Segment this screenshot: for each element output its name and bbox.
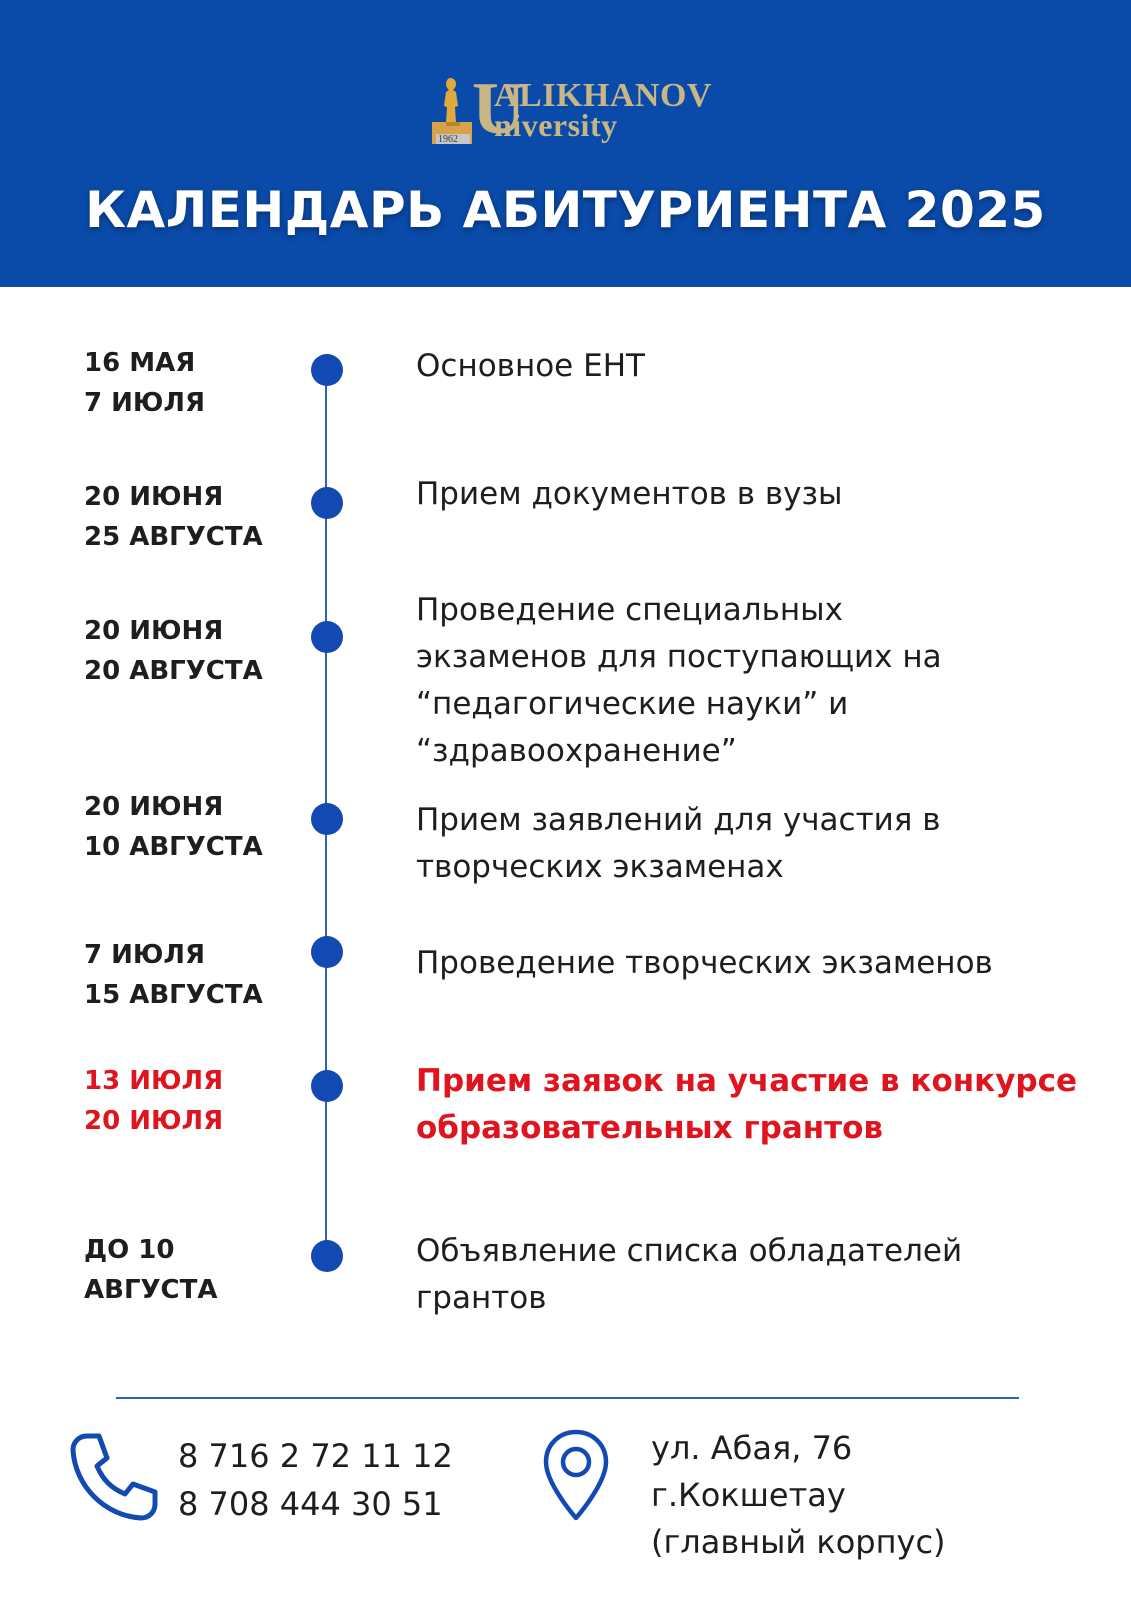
- header-banner: [0, 0, 1131, 287]
- date-end: 7 ИЮЛЯ: [84, 388, 206, 418]
- timeline-dot: [311, 936, 343, 968]
- university-logo: [432, 68, 722, 152]
- address-building: (главный корпус): [651, 1523, 946, 1561]
- phone-number[interactable]: 8 708 444 30 51: [178, 1485, 443, 1523]
- timeline-date: [84, 343, 205, 423]
- timeline-date: [84, 1230, 218, 1310]
- phone-icon: [67, 1430, 159, 1522]
- timeline-event-highlighted: Прием заявок на участие в конкурсе образовательных грантов: [416, 1063, 1078, 1146]
- timeline-dot: [311, 487, 343, 519]
- logo-letter-u: U: [472, 68, 526, 150]
- address-street: ул. Абая, 76: [651, 1429, 853, 1467]
- timeline-event: Прием документов в вузы: [416, 476, 843, 512]
- timeline-event: Проведение специальных экзаменов для поступающих на “педагогические науки” и “здравоохранение”: [416, 592, 942, 769]
- logo-line1: ALIKHANOV: [494, 77, 712, 114]
- address-city: г.Кокшетау: [651, 1476, 846, 1514]
- date-end: 25 АВГУСТА: [84, 522, 263, 552]
- timeline-date-highlighted: [84, 1061, 223, 1141]
- timeline-event: Основное ЕНТ: [416, 348, 645, 384]
- timeline-date: [84, 611, 263, 691]
- date-start: 7 ИЮЛЯ: [84, 940, 206, 970]
- page-title: КАЛЕНДАРЬ АБИТУРИЕНТА 2025: [85, 181, 1046, 239]
- date-end: 10 АВГУСТА: [84, 832, 263, 862]
- footer-divider: [116, 1397, 1019, 1399]
- date-start: 20 ИЮНЯ: [84, 482, 224, 512]
- date-start: 16 МАЯ: [84, 348, 196, 378]
- logo-year: 1962: [438, 134, 458, 145]
- timeline-event: Прием заявлений для участия в творческих экзаменах: [416, 802, 941, 885]
- date-start: 20 ИЮНЯ: [84, 792, 224, 822]
- timeline-event: Объявление списка обладателей грантов: [416, 1233, 963, 1316]
- date-start: 20 ИЮНЯ: [84, 616, 224, 646]
- date-end: 20 ИЮЛЯ: [84, 1106, 224, 1136]
- address: [651, 1425, 946, 1566]
- timeline-date: [84, 477, 263, 557]
- date-start: ДО 10: [84, 1235, 175, 1265]
- phone-numbers: [178, 1432, 453, 1528]
- phone-number[interactable]: 8 716 2 72 11 12: [178, 1437, 453, 1475]
- logo-line2: niversity: [494, 107, 618, 143]
- timeline-event: Проведение творческих экзаменов: [416, 945, 993, 981]
- timeline-date: [84, 787, 263, 867]
- date-end: АВГУСТА: [84, 1275, 218, 1305]
- timeline-date: [84, 935, 263, 1015]
- date-end: 20 АВГУСТА: [84, 656, 263, 686]
- timeline-dot: [311, 1240, 343, 1272]
- date-end: 15 АВГУСТА: [84, 980, 263, 1010]
- timeline-dot: [311, 354, 343, 386]
- map-pin-icon: [540, 1428, 612, 1524]
- timeline-dot: [311, 621, 343, 653]
- timeline-dot: [311, 1070, 343, 1102]
- timeline-dot: [311, 803, 343, 835]
- date-start: 13 ИЮЛЯ: [84, 1066, 224, 1096]
